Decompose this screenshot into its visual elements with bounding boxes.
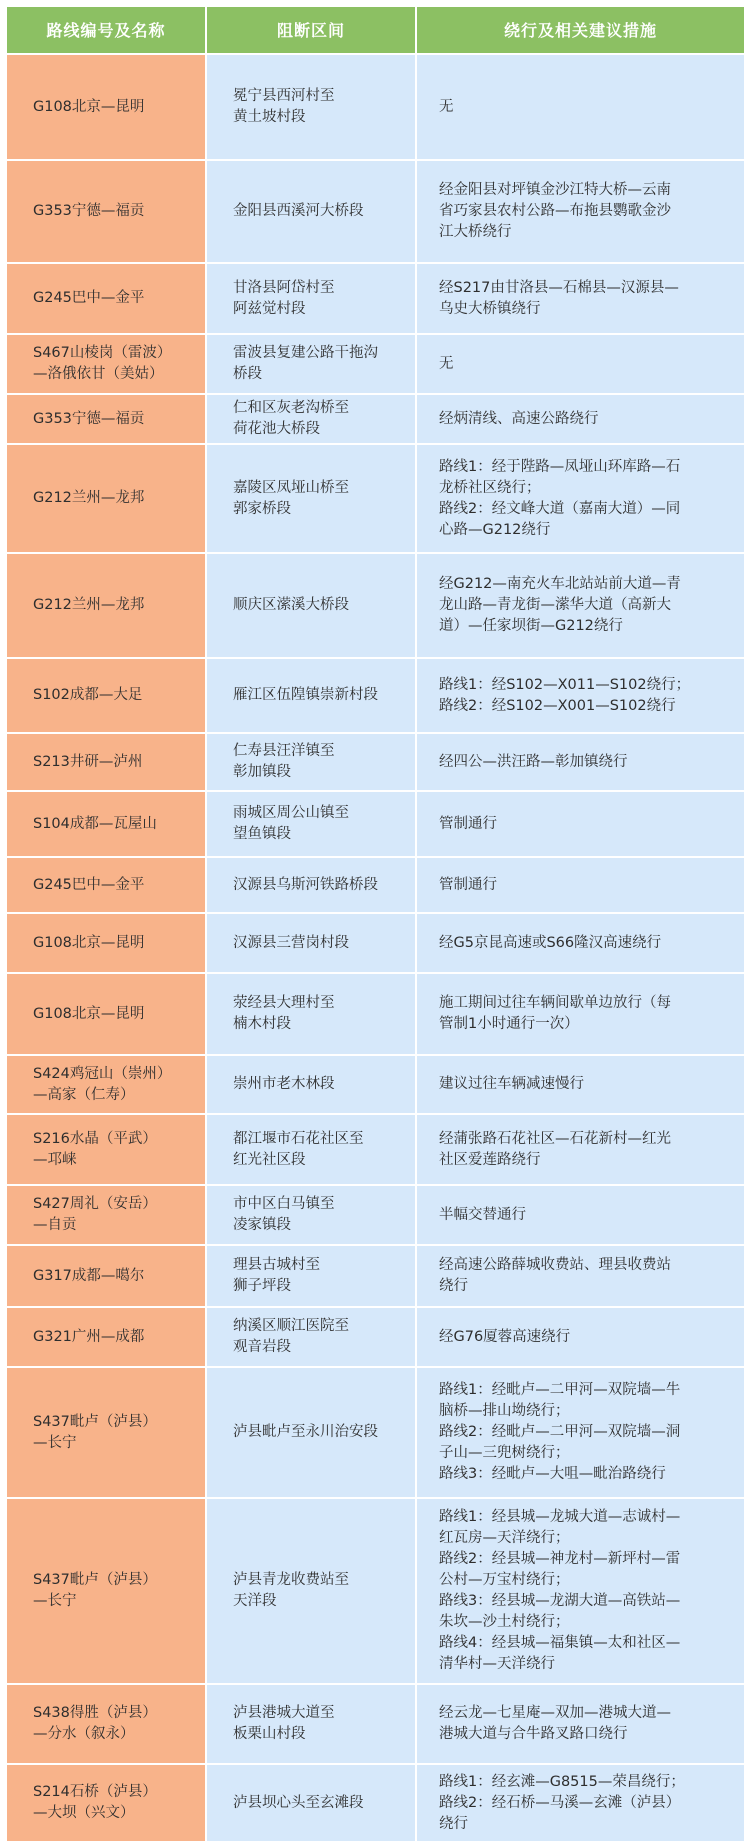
route-cell: G108北京—昆明 bbox=[7, 914, 205, 972]
detour-cell: 管制通行 bbox=[417, 858, 744, 912]
detour-cell: 管制通行 bbox=[417, 792, 744, 856]
detour-cell: 经G76厦蓉高速绕行 bbox=[417, 1308, 744, 1366]
section-cell: 汉源县乌斯河铁路桥段 bbox=[207, 858, 415, 912]
detour-cell: 经G5京昆高速或S66隆汉高速绕行 bbox=[417, 914, 744, 972]
detour-cell: 经高速公路薛城收费站、理县收费站 绕行 bbox=[417, 1246, 744, 1306]
section-cell: 雁江区伍隍镇崇新村段 bbox=[207, 659, 415, 732]
route-cell: G245巴中—金平 bbox=[7, 858, 205, 912]
route-cell: S427周礼（安岳） —自贡 bbox=[7, 1186, 205, 1244]
route-cell: G108北京—昆明 bbox=[7, 974, 205, 1054]
detour-cell: 经G212—南充火车北站站前大道—青 龙山路—青龙街—潆华大道（高新大 道）—任家坝街—G212绕行 bbox=[417, 554, 744, 657]
section-cell: 纳溪区顺江医院至 观音岩段 bbox=[207, 1308, 415, 1366]
section-cell: 甘洛县阿岱村至 阿兹觉村段 bbox=[207, 264, 415, 333]
route-cell: S437毗卢（泸县） —长宁 bbox=[7, 1368, 205, 1497]
detour-cell: 经炳清线、高速公路绕行 bbox=[417, 395, 744, 443]
detour-cell: 建议过往车辆减速慢行 bbox=[417, 1056, 744, 1113]
detour-cell: 经蒲张路石花社区—石花新村—红光 社区爱莲路绕行 bbox=[417, 1115, 744, 1184]
section-cell: 泸县青龙收费站至 天洋段 bbox=[207, 1499, 415, 1683]
detour-cell: 施工期间过往车辆间歇单边放行（每 管制1小时通行一次） bbox=[417, 974, 744, 1054]
section-cell: 崇州市老木林段 bbox=[207, 1056, 415, 1113]
header-section: 阻断区间 bbox=[207, 7, 415, 53]
detour-cell: 路线1：经于陛路—凤垭山环库路—石 龙桥社区绕行； 路线2：经文峰大道（嘉南大道）—同 心路—G212绕行 bbox=[417, 445, 744, 552]
detour-cell: 经云龙—七星庵—双加—港城大道— 港城大道与合牛路叉路口绕行 bbox=[417, 1685, 744, 1763]
section-cell: 泸县毗卢至永川治安段 bbox=[207, 1368, 415, 1497]
route-cell: G108北京—昆明 bbox=[7, 55, 205, 159]
section-cell: 仁和区灰老沟桥至 荷花池大桥段 bbox=[207, 395, 415, 443]
route-cell: G245巴中—金平 bbox=[7, 264, 205, 333]
header-detour: 绕行及相关建议措施 bbox=[417, 7, 744, 53]
section-cell: 泸县港城大道至 板栗山村段 bbox=[207, 1685, 415, 1763]
route-cell: S424鸡冠山（崇州） —高家（仁寿） bbox=[7, 1056, 205, 1113]
section-cell: 嘉陵区凤垭山桥至 郭家桥段 bbox=[207, 445, 415, 552]
detour-cell: 路线1：经S102—X011—S102绕行； 路线2：经S102—X001—S102绕行 bbox=[417, 659, 744, 732]
section-cell: 汉源县三营岗村段 bbox=[207, 914, 415, 972]
route-cell: S102成都—大足 bbox=[7, 659, 205, 732]
detour-cell: 路线1：经玄滩—G8515—荣昌绕行； 路线2：经石桥—马溪—玄滩（泸县） 绕行 bbox=[417, 1765, 744, 1841]
road-closure-table bbox=[7, 7, 744, 1832]
route-cell: S438得胜（泸县） —分水（叙永） bbox=[7, 1685, 205, 1763]
section-cell: 泸县坝心头至玄滩段 bbox=[207, 1765, 415, 1841]
detour-cell: 经S217由甘洛县—石棉县—汉源县— 乌史大桥镇绕行 bbox=[417, 264, 744, 333]
section-cell: 荥经县大理村至 楠木村段 bbox=[207, 974, 415, 1054]
header-route: 路线编号及名称 bbox=[7, 7, 205, 53]
section-cell: 理县古城村至 狮子坪段 bbox=[207, 1246, 415, 1306]
route-cell: G317成都—噶尔 bbox=[7, 1246, 205, 1306]
route-cell: S213井研—泸州 bbox=[7, 734, 205, 790]
route-cell: S216水晶（平武） —邛崃 bbox=[7, 1115, 205, 1184]
detour-cell: 无 bbox=[417, 55, 744, 159]
section-cell: 顺庆区潆溪大桥段 bbox=[207, 554, 415, 657]
route-cell: G212兰州—龙邦 bbox=[7, 554, 205, 657]
route-cell: S467山棱岗（雷波） —洛俄依甘（美姑） bbox=[7, 335, 205, 393]
route-cell: G321广州—成都 bbox=[7, 1308, 205, 1366]
route-cell: G353宁德—福贡 bbox=[7, 395, 205, 443]
route-cell: S214石桥（泸县） —大坝（兴文） bbox=[7, 1765, 205, 1841]
section-cell: 市中区白马镇至 凌家镇段 bbox=[207, 1186, 415, 1244]
detour-cell: 经四公—洪汪路—彰加镇绕行 bbox=[417, 734, 744, 790]
section-cell: 雨城区周公山镇至 望鱼镇段 bbox=[207, 792, 415, 856]
section-cell: 雷波县复建公路干拖沟 桥段 bbox=[207, 335, 415, 393]
route-cell: S437毗卢（泸县） —长宁 bbox=[7, 1499, 205, 1683]
detour-cell: 路线1：经县城—龙城大道—志诚村— 红瓦房—天洋绕行； 路线2：经县城—神龙村—新坪村—雷 公村—万宝村绕行； 路线3：经县城—龙湖大道—高铁站— 朱坎—沙土村绕行； 路线4：经县城—福集镇—太和社区— 清华村—天洋绕行 bbox=[417, 1499, 744, 1683]
route-cell: G212兰州—龙邦 bbox=[7, 445, 205, 552]
detour-cell: 无 bbox=[417, 335, 744, 393]
route-cell: S104成都—瓦屋山 bbox=[7, 792, 205, 856]
section-cell: 都江堰市石花社区至 红光社区段 bbox=[207, 1115, 415, 1184]
detour-cell: 路线1：经毗卢—二甲河—双院墙—牛 脑桥—排山坳绕行； 路线2：经毗卢—二甲河—双院墙—洞 子山—三兜树绕行； 路线3：经毗卢—大咀—毗治路绕行 bbox=[417, 1368, 744, 1497]
route-cell: G353宁德—福贡 bbox=[7, 161, 205, 262]
section-cell: 冕宁县西河村至 黄土坡村段 bbox=[207, 55, 415, 159]
section-cell: 仁寿县汪洋镇至 彰加镇段 bbox=[207, 734, 415, 790]
detour-cell: 经金阳县对坪镇金沙江特大桥—云南 省巧家县农村公路—布拖县鹦歌金沙 江大桥绕行 bbox=[417, 161, 744, 262]
detour-cell: 半幅交替通行 bbox=[417, 1186, 744, 1244]
section-cell: 金阳县西溪河大桥段 bbox=[207, 161, 415, 262]
